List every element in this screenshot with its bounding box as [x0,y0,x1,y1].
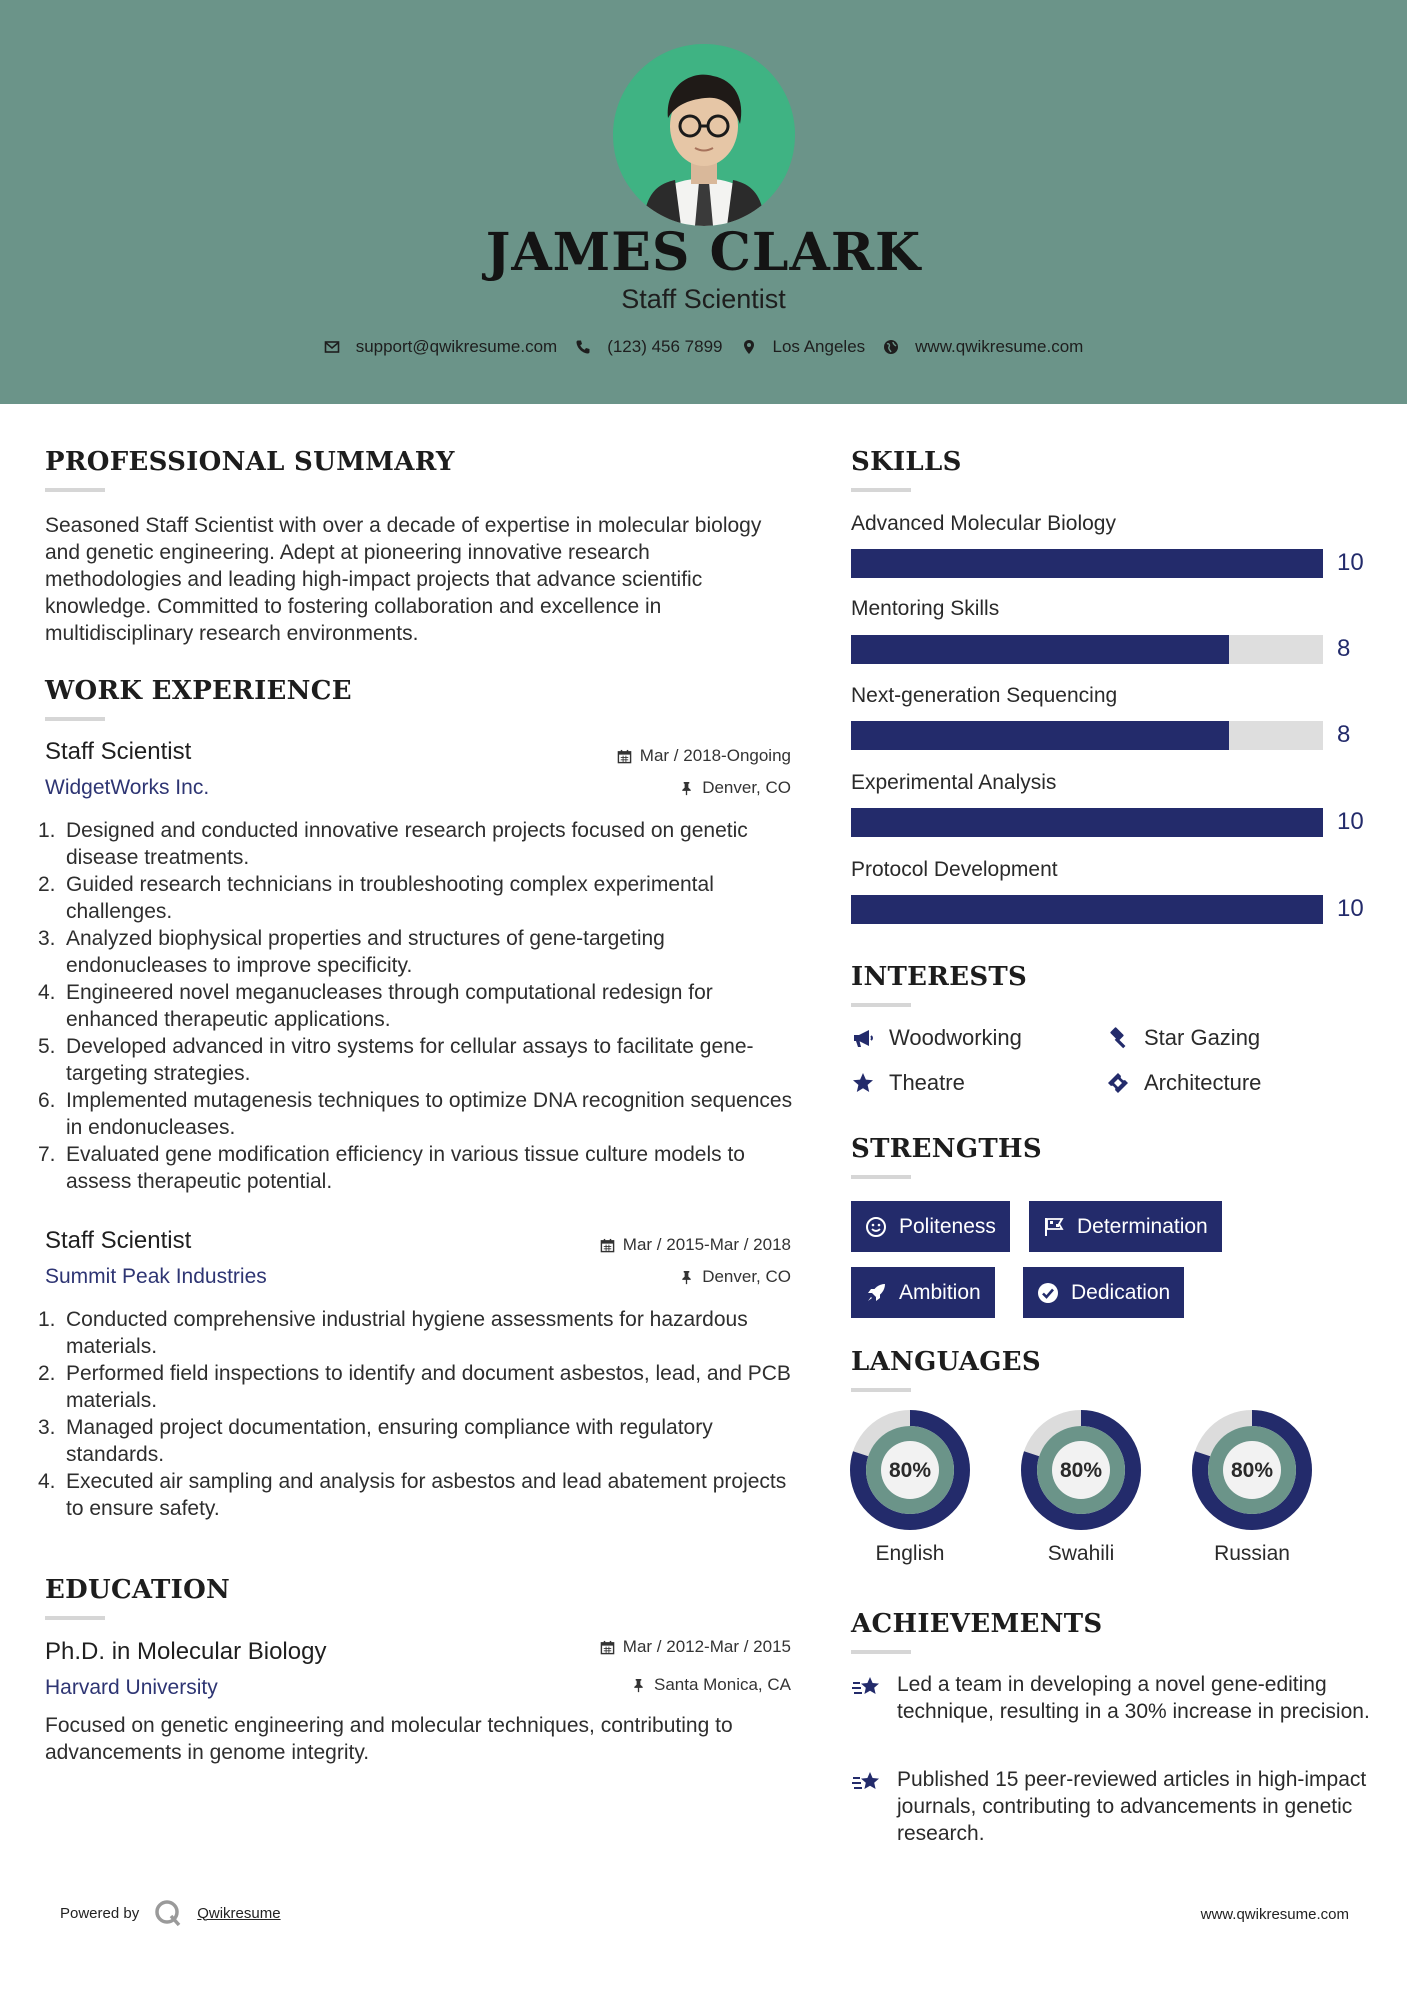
megaphone-icon [851,1026,875,1050]
map-pin-icon [741,339,757,355]
interest-label: Theatre [889,1070,965,1095]
contact-email[interactable] [324,337,558,357]
list-item: 4. Engineered novel meganucleases through computational redesign for enhanced therapeutic applications. [38,981,713,1031]
education-description: Focused on genetic engineering and molecular techniques, contributing to advancements in genome integrity. [45,1714,733,1764]
experience-rule [45,717,105,721]
strength-label: Determination [1077,1214,1208,1238]
language-name: Russian [1214,1542,1290,1565]
interest-label: Star Gazing [1144,1025,1261,1050]
contact-website[interactable] [883,337,1083,357]
job-dates-text: Mar / 2018-Ongoing [639,746,791,765]
check-circle-icon [1037,1282,1059,1304]
skill-bar-fill [851,895,1323,924]
star-icon [851,1071,875,1095]
flag-icon [1043,1216,1065,1238]
interest-item [851,1070,965,1096]
phone-text: (123) 456 7899 [607,337,723,356]
company-name: WidgetWorks Inc. [45,776,210,799]
job-location [679,778,791,798]
job-bullets [38,1306,798,1522]
skill-bar-fill [851,721,1229,750]
interest-item [851,1025,1022,1051]
degree-title: Ph.D. in Molecular Biology [45,1638,327,1665]
qwikresume-logo-icon [153,1898,183,1928]
skill-bar-fill [851,635,1229,664]
shooting-star-icon [851,1673,883,1703]
powered-by-text: Powered by [60,1904,140,1922]
achievement-item [851,1671,1371,1725]
language-percent: 80% [888,1459,932,1482]
education-dates-text: Mar / 2012-Mar / 2015 [622,1637,791,1656]
interest-label: Architecture [1144,1070,1262,1095]
envelope-icon [324,339,340,355]
skill-bar-track [851,549,1323,578]
language-percent: 80% [1059,1459,1103,1482]
resume-header [0,0,1407,404]
skill-bar-fill [851,549,1323,578]
languages-rule [851,1388,911,1392]
experience-heading: WORK EXPERIENCE [45,676,352,706]
strength-badge [851,1267,995,1318]
education-heading: EDUCATION [45,1575,231,1605]
strength-badge [1029,1201,1222,1252]
job-dates [600,1235,791,1255]
footer-branding [60,1898,281,1928]
list-item: 2. Guided research technicians in troubleshooting complex experimental challenges. [38,873,714,923]
school-name: Harvard University [45,1676,218,1699]
language-ring [1190,1408,1314,1532]
language-name: Swahili [1047,1542,1115,1565]
education-rule [45,1616,105,1620]
calendar-icon [600,1640,615,1655]
language-ring [848,1408,972,1532]
job-location [679,1267,791,1287]
contact-bar [0,337,1407,357]
skill-label: Experimental Analysis [851,771,1057,794]
skill-label: Advanced Molecular Biology [851,512,1116,535]
strength-label: Politeness [899,1214,996,1238]
contact-location [741,337,866,357]
candidate-name: JAMES CLARK [485,222,922,283]
interests-heading: INTERESTS [851,962,1028,992]
strength-label: Dedication [1071,1280,1171,1304]
strength-label: Ambition [899,1280,981,1304]
list-item: 1. Conducted comprehensive industrial hygiene assessments for hazardous materials. [38,1308,748,1358]
pushpin-icon [631,1678,646,1693]
languages-heading: LANGUAGES [851,1347,1041,1377]
strength-badge [851,1201,1010,1252]
skill-value: 8 [1337,635,1351,662]
achievements-rule [851,1650,911,1654]
smile-icon [865,1216,887,1238]
strength-badge [1023,1267,1184,1318]
job-dates-text: Mar / 2015-Mar / 2018 [622,1235,791,1254]
calendar-icon [617,749,632,764]
skill-bar-track [851,808,1323,837]
skill-value: 10 [1337,895,1364,922]
shooting-star-icon [851,1768,883,1798]
job-title: Staff Scientist [45,738,192,765]
list-item: 1. Designed and conducted innovative research projects focused on genetic disease treatments. [38,819,748,869]
education-location-text: Santa Monica, CA [653,1675,791,1694]
interest-item [1106,1025,1260,1051]
interests-rule [851,1003,911,1007]
company-name: Summit Peak Industries [45,1265,267,1288]
skill-value: 10 [1337,549,1364,576]
language-item [1016,1408,1146,1566]
ticket-icon [1106,1071,1130,1095]
skill-bar-fill [851,808,1323,837]
list-item: 5. Developed advanced in vitro systems for cellular assays to facilitate gene-targeting strategies. [38,1035,754,1085]
list-item: 3. Managed project documentation, ensuring compliance with regulatory standards. [38,1416,713,1466]
language-item [845,1408,975,1566]
achievement-text: Led a team in developing a novel gene-editing technique, resulting in a 30% increase in precision. [897,1673,1370,1723]
strengths-heading: STRENGTHS [851,1134,1042,1164]
language-percent: 80% [1230,1459,1274,1482]
contact-phone[interactable] [575,337,722,357]
avatar-portrait-icon [613,44,795,226]
rocket-icon [865,1282,887,1304]
skills-rule [851,488,911,492]
interest-label: Woodworking [889,1025,1022,1050]
list-item: 6. Implemented mutagenesis techniques to optimize DNA recognition sequences in endonucleases. [38,1089,793,1139]
list-item: 3. Analyzed biophysical properties and structures of gene-targeting endonucleases to improve specificity. [38,927,665,977]
skill-bar-track [851,895,1323,924]
summary-heading: PROFESSIONAL SUMMARY [45,447,455,477]
skill-label: Mentoring Skills [851,597,1000,620]
strengths-rule [851,1175,911,1179]
skills-heading: SKILLS [851,447,962,477]
language-name: English [875,1542,945,1565]
skill-value: 10 [1337,808,1364,835]
education-dates [600,1637,791,1657]
phone-icon [575,339,591,355]
website-text: www.qwikresume.com [915,337,1084,356]
achievement-item [851,1766,1371,1847]
globe-icon [883,339,899,355]
avatar [613,44,795,226]
skill-bar-track [851,721,1323,750]
skill-label: Next-generation Sequencing [851,684,1118,707]
summary-text: Seasoned Staff Scientist with over a decade of expertise in molecular biology and genetic engineering. Adept at pioneering innovative research methodologies and leading high-impact projects that advance scientific knowledge. Committed to fostering collaboration and excellence in multidisciplinary research environments. [45,514,762,645]
location-text: Los Angeles [772,337,866,356]
list-item: 2. Performed field inspections to identify and document asbestos, lead, and PCB materials. [38,1362,791,1412]
achievement-text: Published 15 peer-reviewed articles in high-impact journals, contributing to advancements in genetic research. [897,1768,1367,1845]
job-bullets [38,817,798,1195]
pushpin-icon [679,781,694,796]
education-location [631,1675,791,1695]
interest-item [1106,1070,1261,1096]
list-item: 7. Evaluated gene modification efficiency in various tissue culture models to assess therapeutic potential. [38,1143,745,1193]
job-title: Staff Scientist [45,1227,192,1254]
job-dates [617,746,791,766]
pushpin-icon [679,1270,694,1285]
brand-link[interactable]: Qwikresume [197,1904,281,1922]
language-item [1187,1408,1317,1566]
list-item: 4. Executed air sampling and analysis for asbestos and lead abatement projects to ensure safety. [38,1470,787,1520]
summary-rule [45,488,105,492]
achievements-heading: ACHIEVEMENTS [851,1609,1103,1639]
calendar-icon [600,1238,615,1253]
skill-value: 8 [1337,721,1351,748]
job-location-text: Denver, CO [702,778,791,797]
language-ring [1019,1408,1143,1532]
job-location-text: Denver, CO [702,1267,791,1286]
candidate-title: Staff Scientist [621,284,786,314]
gavel-icon [1106,1026,1130,1050]
skill-bar-track [851,635,1323,664]
email-text: support@qwikresume.com [355,337,558,356]
skill-label: Protocol Development [851,858,1058,881]
footer-website[interactable]: www.qwikresume.com [1200,1906,1349,1923]
